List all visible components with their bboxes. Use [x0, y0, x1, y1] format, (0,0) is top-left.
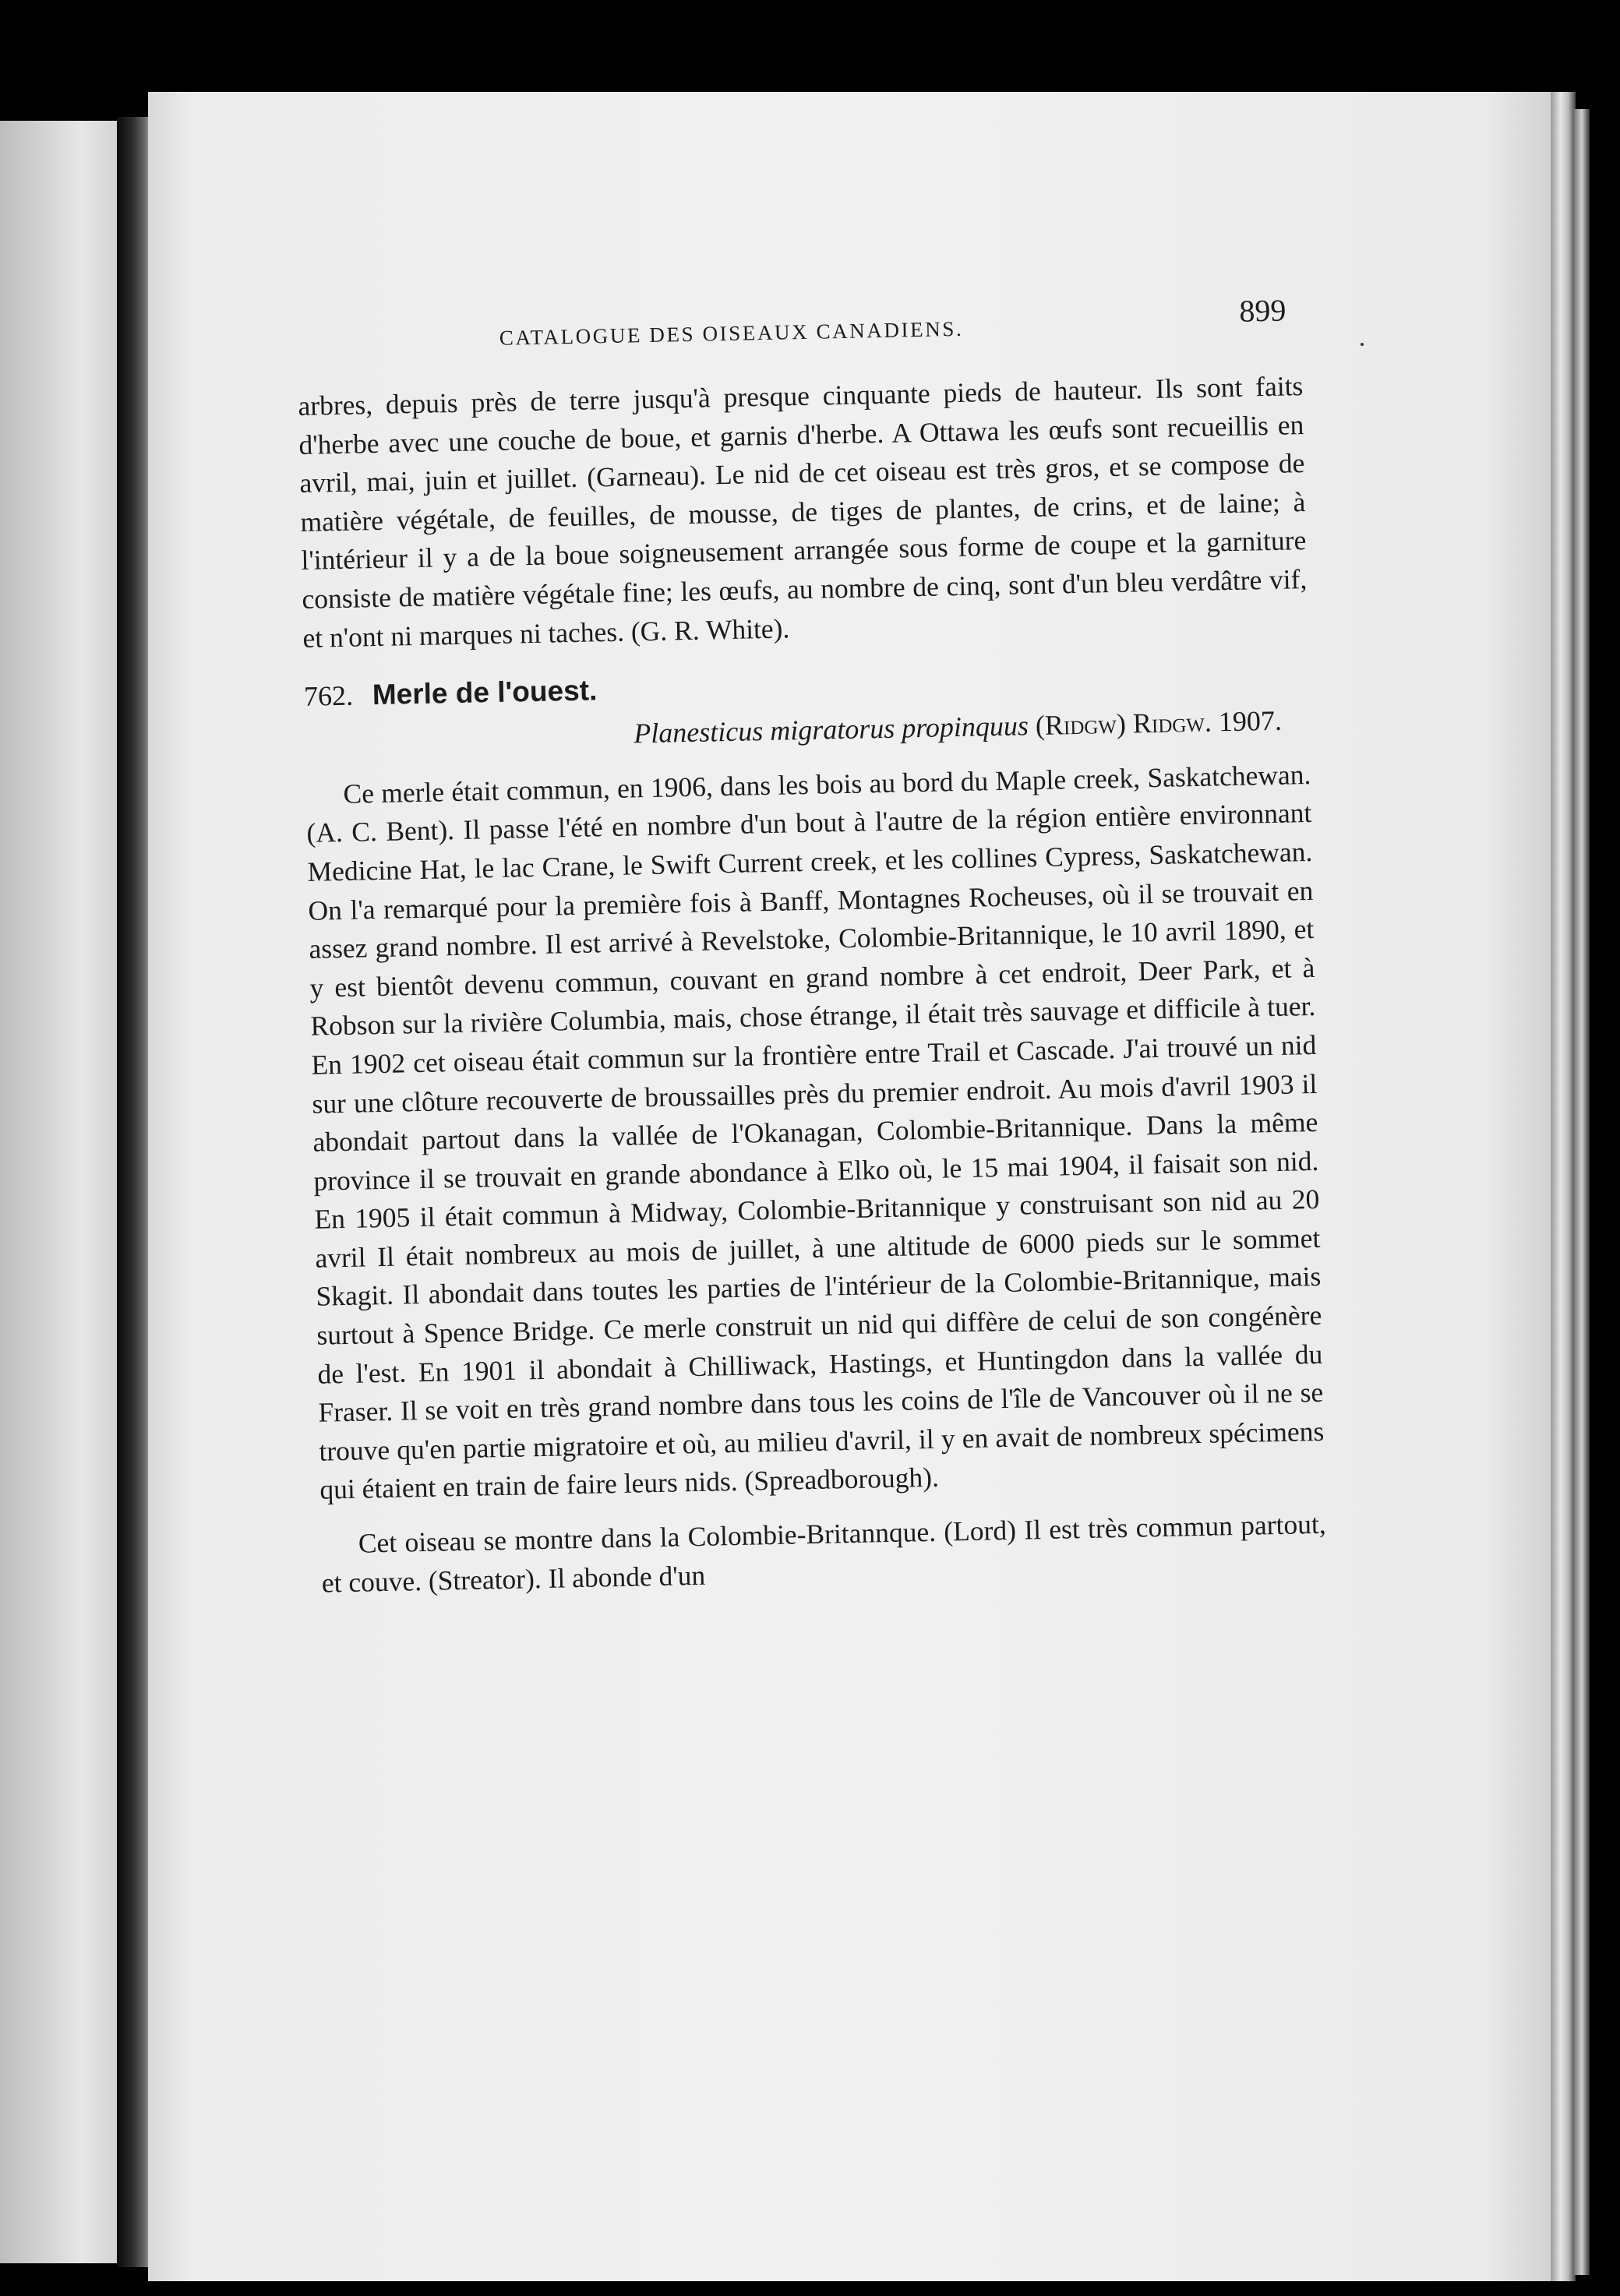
page-stack-edge: [1551, 92, 1576, 2281]
body-paragraph-2: Cet oiseau se montre dans la Colombie-Britannque. (Lord) Il est très commun partout, et couve. (Streator). Il abonde d'un: [321, 1508, 1326, 1599]
page-content: [296, 287, 1327, 1603]
taxon-year: 1907.: [1218, 704, 1283, 738]
page-stack-edge-outer: [1574, 109, 1590, 2275]
species-number: 762.: [303, 679, 354, 713]
page-number: 899: [1238, 292, 1286, 329]
intro-paragraph: arbres, depuis près de terre jusqu'à presque cinquante pieds de hauteur. Ils sont faits d'herbe avec une couche de boue, et garnis d'herbe. A Ottawa les œufs sont recueillis en avril, mai, juin et juillet. (Garneau). Le nid de cet oiseau est très gros, et se compose de matière végétale, de feuilles, de mousse, de tiges de plantes, de crins, et de laine; à l'intérieur il y a de la boue soigneusement arrangée sous forme de coupe et la garniture consiste de matière végétale fine; les œufs, au nombre de cinq, sont d'un bleu verdâtre vif, et n'ont ni marques ni taches. (G. R. White).: [298, 370, 1308, 654]
scan-speck: [1361, 343, 1364, 346]
scientific-name: Planesticus migratorus propinquus: [633, 710, 1029, 749]
taxon-authority: (Ridgw) Ridgw.: [1035, 706, 1212, 742]
species-common-name: Merle de l'ouest.: [372, 674, 598, 711]
running-title: CATALOGUE DES OISEAUX CANADIENS.: [499, 316, 964, 350]
previous-page-edge: [0, 121, 117, 2263]
body-paragraph-1: Ce merle était commun, en 1906, dans les bois au bord du Maple creek, Saskatchewan. (A. C. Bent). Il passe l'été en nombre d'un bout à l'autre de la région entière environnant Medicine Hat, le lac Crane, le Swift Current creek, et les collines Cypress, Saskatchewan. On l'a remarqué pour la première fois à Banff, Montagnes Rocheuses, où il se trouvait en assez grand nombre. Il est arrivé à Revelstoke, Colombie-Britannique, le 10 avril 1890, et y est bientôt devenu commun, couvant en grand nombre à cet endroit, Deer Park, et à Robson sur la rivière Columbia, mais, chose étrange, il était très sauvage et difficile à tuer. En 1902 cet oiseau était commun sur la frontière entre Trail et Cascade. J'ai trouvé un nid sur une clôture recouverte de broussailles près du premier endroit. Au mois d'avril 1903 il abondait partout dans la vallée de l'Okanagan, Colombie-Britannique. Dans la même province il se trouvait en grande abondance à Elko où, le 15 mai 1904, il faisait son nid. En 1905 il était commun à Midway, Colombie-Britannique y construisant son nid au 20 avril Il était nombreux au mois de juillet, à une altitude de 6000 pieds sur le sommet Skagit. Il abondait dans toutes les parties de l'intérieur de la Colombie-Britannique, mais surtout à Spence Bridge. Ce merle construit un nid qui diffère de celui de son congénère de l'est. En 1901 il abondait à Chilliwack, Hastings, et Huntingdon dans la vallée du Fraser. Il se voit en très grand nombre dans tous les coins de l'île de Vancouver où il ne se trouve qu'en partie migratoire et où, au milieu d'avril, il y en avait de nombreux spécimens qui étaient en train de faire leurs nids. (Spreadborough).: [306, 758, 1325, 1506]
